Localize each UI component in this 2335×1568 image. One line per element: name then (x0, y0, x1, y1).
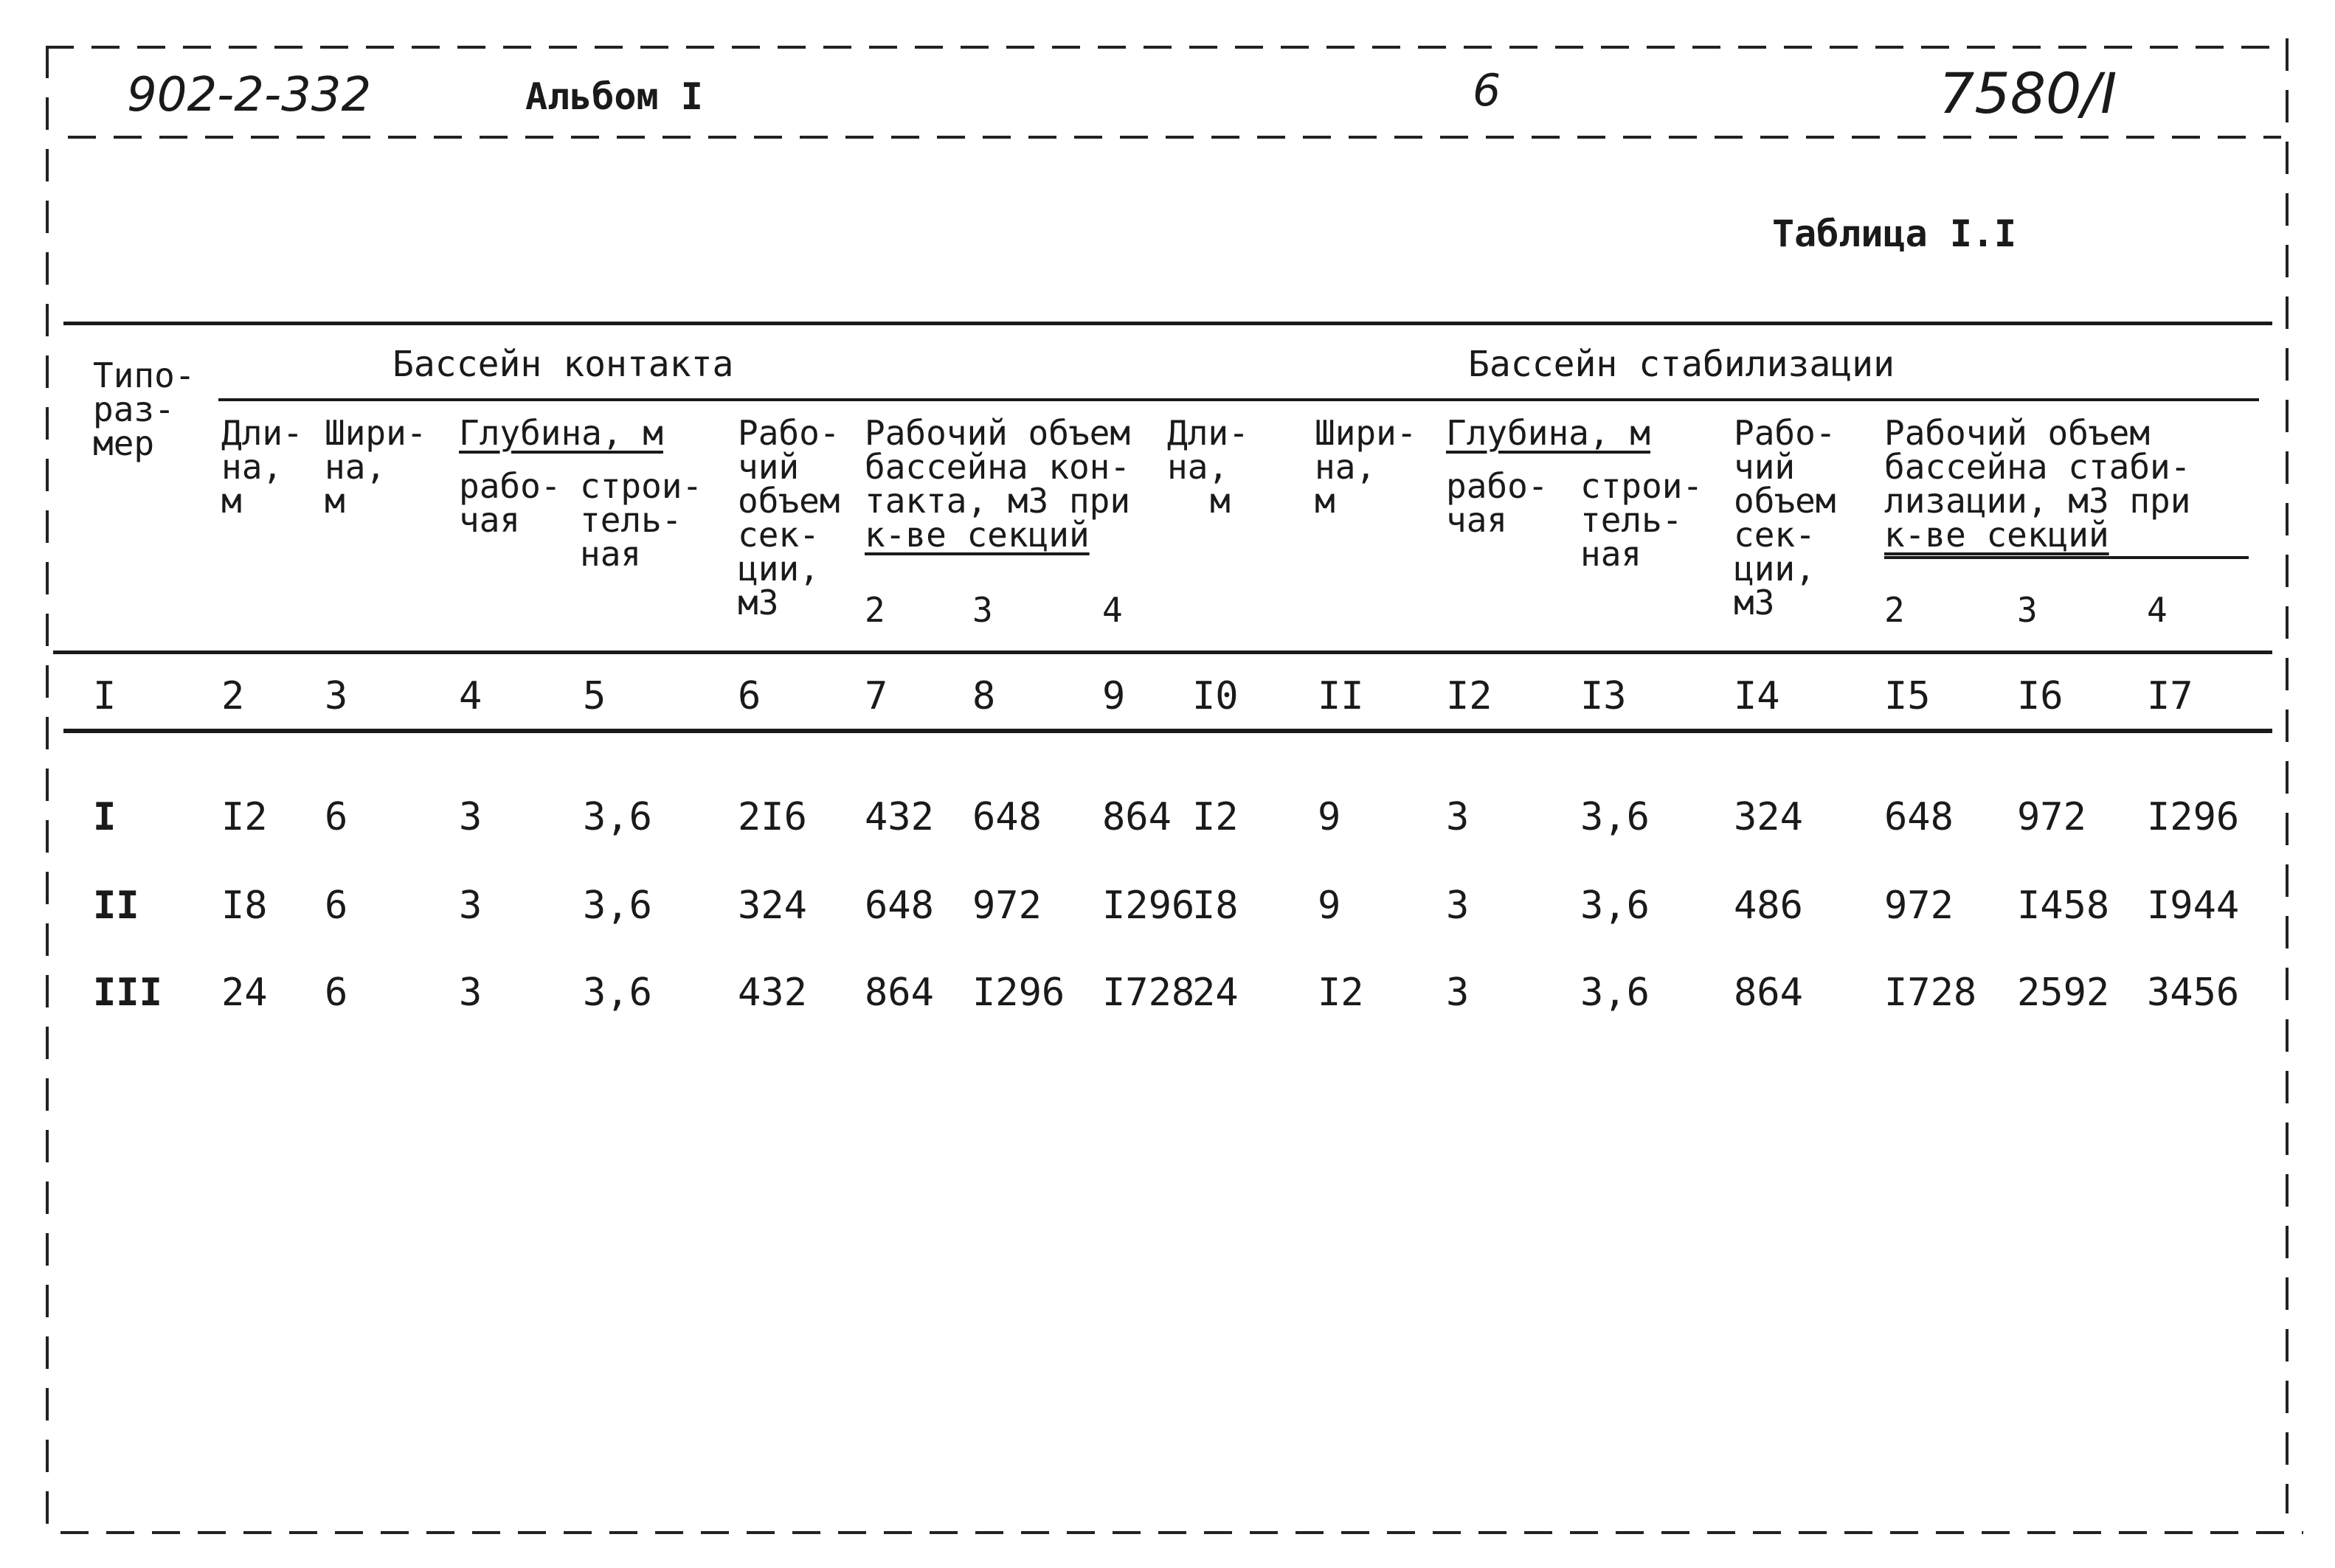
table-cell: I2 (1318, 971, 1364, 1015)
col-contact-depth-work-header: рабо- чая (459, 466, 561, 540)
table-cell: I8 (221, 884, 268, 928)
table-cell: 3 (459, 884, 482, 928)
table-cell: 432 (738, 971, 807, 1015)
table-cell: 24 (221, 971, 268, 1015)
col-contact-length-header: Дли- на, м (221, 413, 303, 521)
column-number: 5 (583, 674, 606, 718)
col-contact-total-volume-header: Рабочий объем бассейна кон- такта, м3 при к-ве секций (865, 413, 1131, 555)
table-cell: I728 (1884, 971, 1977, 1015)
table-cell: 864 (1102, 795, 1172, 839)
col-contact-depth-build-header: строи- тель- ная (580, 466, 703, 574)
column-number: I2 (1446, 674, 1492, 718)
stab-sections-rule (1884, 556, 2249, 559)
group-rule (218, 398, 2259, 401)
table-cell: I296 (2147, 795, 2240, 839)
column-number: I4 (1734, 674, 1780, 718)
table-cell: 648 (865, 884, 934, 928)
col-stab-width-header: Шири- на, м (1315, 413, 1417, 521)
table-cell: 3,6 (583, 795, 652, 839)
table-cell: 972 (2017, 795, 2086, 839)
table-cell: 3456 (2147, 971, 2240, 1015)
col-stab-sections-3: 3 (2017, 590, 2038, 630)
column-number: I (93, 674, 117, 718)
table-cell: 3 (459, 795, 482, 839)
table-cell: I944 (2147, 884, 2240, 928)
frame-bottom (60, 1531, 2303, 1534)
table-cell: 864 (865, 971, 934, 1015)
table-cell: 6 (325, 971, 348, 1015)
table-cell: 972 (972, 884, 1042, 928)
album-label: Альбом I (525, 75, 703, 118)
table-cell: 2I6 (738, 795, 807, 839)
table-title: Таблица I.I (1772, 212, 2017, 255)
column-number: I5 (1884, 674, 1931, 718)
title-divider (68, 136, 2281, 139)
frame-top (46, 46, 2289, 49)
table-cell: 486 (1734, 884, 1803, 928)
group-contact-heading: Бассейн контакта (392, 344, 734, 385)
table-cell: I296 (1102, 884, 1195, 928)
table-cell: 324 (1734, 795, 1803, 839)
table-cell: 864 (1734, 971, 1803, 1015)
column-number: 9 (1102, 674, 1126, 718)
table-cell: 3,6 (583, 884, 652, 928)
column-number: 6 (738, 674, 761, 718)
table-cell: 3 (1446, 884, 1470, 928)
table-cell: 3,6 (583, 971, 652, 1015)
table-cell: 324 (738, 884, 807, 928)
table-cell: 24 (1192, 971, 1239, 1015)
table-cell: I458 (2017, 884, 2110, 928)
table-cell: I2 (221, 795, 268, 839)
col-stab-sections-2: 2 (1884, 590, 1905, 630)
column-number: I0 (1192, 674, 1239, 718)
column-number: I6 (2017, 674, 2064, 718)
table-cell: I8 (1192, 884, 1239, 928)
column-number: II (1318, 674, 1364, 718)
table-cell: I728 (1102, 971, 1195, 1015)
group-stabilization-heading: Бассейн стабилизации (1468, 344, 1895, 385)
table-cell: 9 (1318, 795, 1341, 839)
table-cell: 972 (1884, 884, 1954, 928)
table-cell: III (93, 971, 162, 1015)
column-number: 4 (459, 674, 482, 718)
table-cell: I (93, 795, 117, 839)
table-cell: I2 (1192, 795, 1239, 839)
table-cell: 648 (972, 795, 1042, 839)
col-contact-sections-4: 4 (1102, 590, 1123, 630)
table-cell: 432 (865, 795, 934, 839)
table-cell: 3,6 (1580, 884, 1650, 928)
col-contact-sections-3: 3 (972, 590, 993, 630)
col-stab-section-volume-header: Рабо- чий объем сек- ции, м3 (1734, 413, 1836, 622)
col-stab-length-header: Дли- на, м (1167, 413, 1249, 521)
col-contact-width-header: Шири- на, м (325, 413, 427, 521)
numbering-bottom-rule (63, 729, 2272, 733)
frame-right (2286, 38, 2289, 1513)
table-cell: II (93, 884, 139, 928)
col-stab-depth-build-header: строи- тель- ная (1580, 466, 1703, 574)
page-number: 6 (1473, 65, 1501, 117)
col-contact-section-volume-header: Рабо- чий объем сек- ции, м3 (738, 413, 840, 622)
header-bottom-rule (53, 651, 2272, 654)
table-cell: 648 (1884, 795, 1954, 839)
column-number: I3 (1580, 674, 1627, 718)
col-contact-sections-2: 2 (865, 590, 885, 630)
table-cell: 3 (1446, 795, 1470, 839)
table-cell: 6 (325, 884, 348, 928)
table-cell: 2592 (2017, 971, 2110, 1015)
table-cell: 3,6 (1580, 795, 1650, 839)
table-cell: 3,6 (1580, 971, 1650, 1015)
col-contact-depth-header: Глубина, м (459, 413, 663, 453)
column-number: I7 (2147, 674, 2193, 718)
table-cell: 6 (325, 795, 348, 839)
column-number: 2 (221, 674, 245, 718)
col-typesize-header: Типо- раз- мер (93, 355, 196, 463)
table-cell: 3 (1446, 971, 1470, 1015)
col-stab-depth-work-header: рабо- чая (1446, 466, 1549, 540)
table-cell: 9 (1318, 884, 1341, 928)
column-number: 8 (972, 674, 996, 718)
table-top-rule (63, 322, 2272, 325)
table-cell: I296 (972, 971, 1065, 1015)
col-stab-depth-header: Глубина, м (1446, 413, 1650, 453)
frame-left (46, 46, 49, 1534)
col-stab-sections-4: 4 (2147, 590, 2168, 630)
col-stab-total-volume-header: Рабочий объем бассейна стаби- лизации, м3 при к-ве секций (1884, 413, 2191, 555)
column-number: 7 (865, 674, 888, 718)
table-cell: 3 (459, 971, 482, 1015)
sheet-code: 7580/I (1939, 60, 2117, 126)
project-code: 902-2-332 (127, 68, 372, 122)
column-number: 3 (325, 674, 348, 718)
